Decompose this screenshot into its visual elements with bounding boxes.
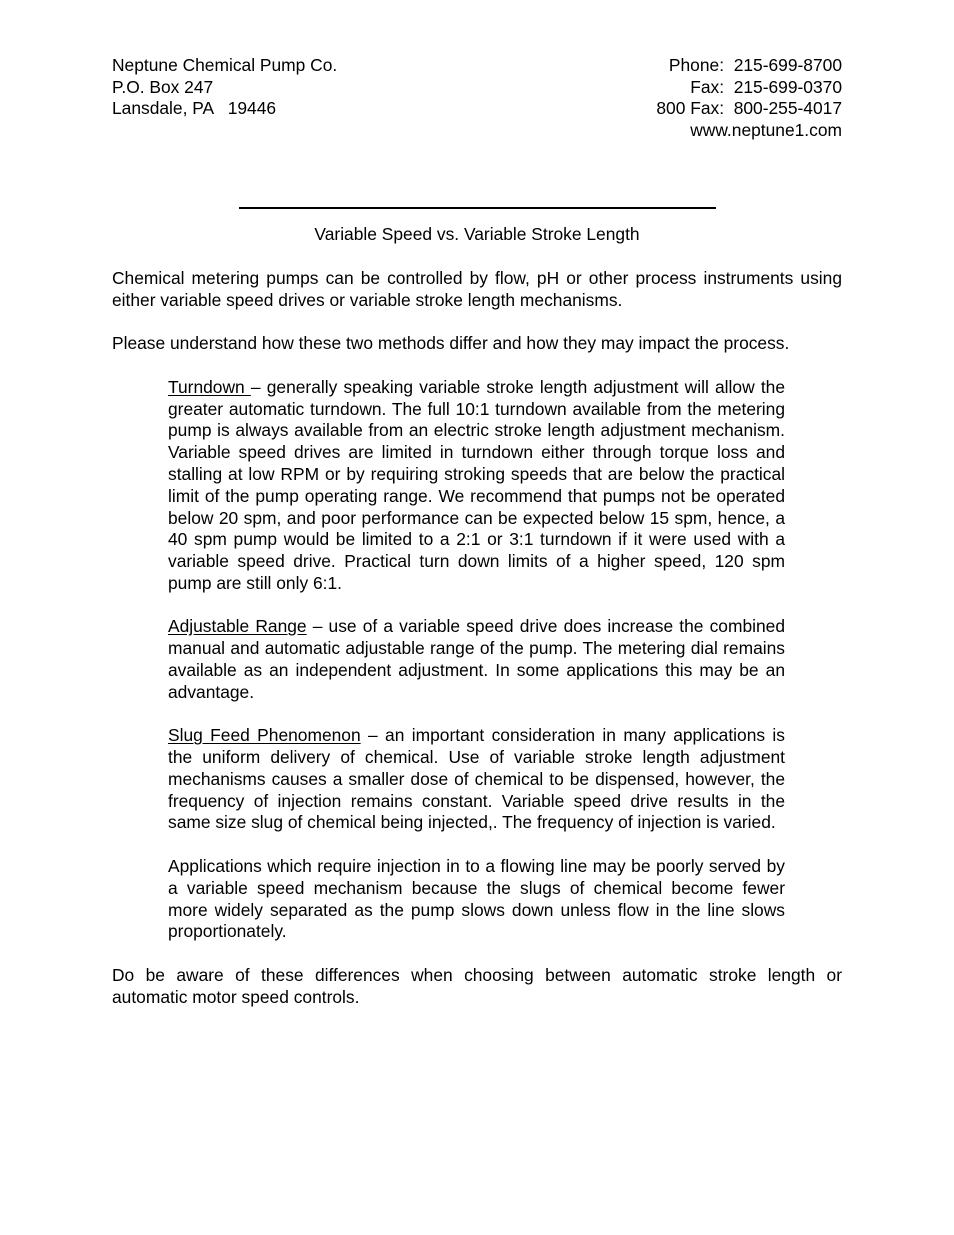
section-turndown [168,377,785,595]
company-address [112,55,337,120]
po-box: P.O. Box 247 [112,76,214,97]
intro-paragraph-2: Please understand how these two methods differ and how they may impact the process. [112,333,790,354]
section-adjustable-range [168,616,785,703]
website: www.neptune1.com [690,120,842,141]
contact-info [656,55,842,142]
applications-paragraph: Applications which require injection in to a flowing line may be poorly served by a variable speed mechanism because the slugs of chemical become fewer more widely separated as the pump slows down unless flow in the line slows proportionately. [168,855,785,942]
company-name: Neptune Chemical Pump Co. [112,55,338,75]
closing-paragraph: Do be aware of these differences when choosing between automatic stroke length or automatic motor speed controls. [112,964,842,1007]
section-slug-feed [168,725,785,834]
document-body [112,268,842,1030]
fax-number: Fax: 215-699-0370 [690,76,842,97]
section-text: – generally speaking variable stroke length adjustment will allow the greater automatic turndown. The full 10:1 turndown available from the metering pump is always available from an electric stroke length adjustment mechanism. Variable speed drives are limited in turndown either through torque loss and stalling at low RPM or by requiring stroking speeds that are below the practical limit of the pump operating range. We recommend that pumps not be operated below 20 spm, and poor performance can be expected below 15 spm, hence, a 40 spm pump would be limited to a 2:1 or 3:1 turndown if it were used with a variable speed drive. Practical turn down limits of a higher speed, 120 spm pump are still only 6:1. [168,376,785,593]
section-heading: Slug Feed Phenomenon [168,725,361,746]
city-state-zip: Lansdale, PA 19446 [112,98,277,119]
section-text: – an important consideration in many applications is the uniform delivery of chemical. Use of variable stroke length adjustment mechanisms causes a smaller dose of chemical to be dispensed, however, the frequency of injection remains constant. Variable speed drive results in the same size slug of chemical being injected,. The frequency of injection is varied. [168,725,785,833]
section-heading: Adjustable Range [168,616,307,637]
section-heading: Turndown [168,376,251,397]
document-title: Variable Speed vs. Variable Stroke Length [314,224,640,244]
intro-paragraph: Chemical metering pumps can be controlled by flow, pH or other process instruments using either variable speed drives or variable stroke length mechanisms. [112,268,842,310]
phone-number: Phone: 215-699-8700 [668,55,842,75]
title-rule [239,207,716,209]
toll-free-fax-number: 800 Fax: 800-255-4017 [656,98,842,119]
section-text: – use of a variable speed drive does increase the combined manual and automatic adjustable range of the pump. The metering dial remains available as an independent adjustment. In some applications this may be an advantage. [168,616,785,702]
